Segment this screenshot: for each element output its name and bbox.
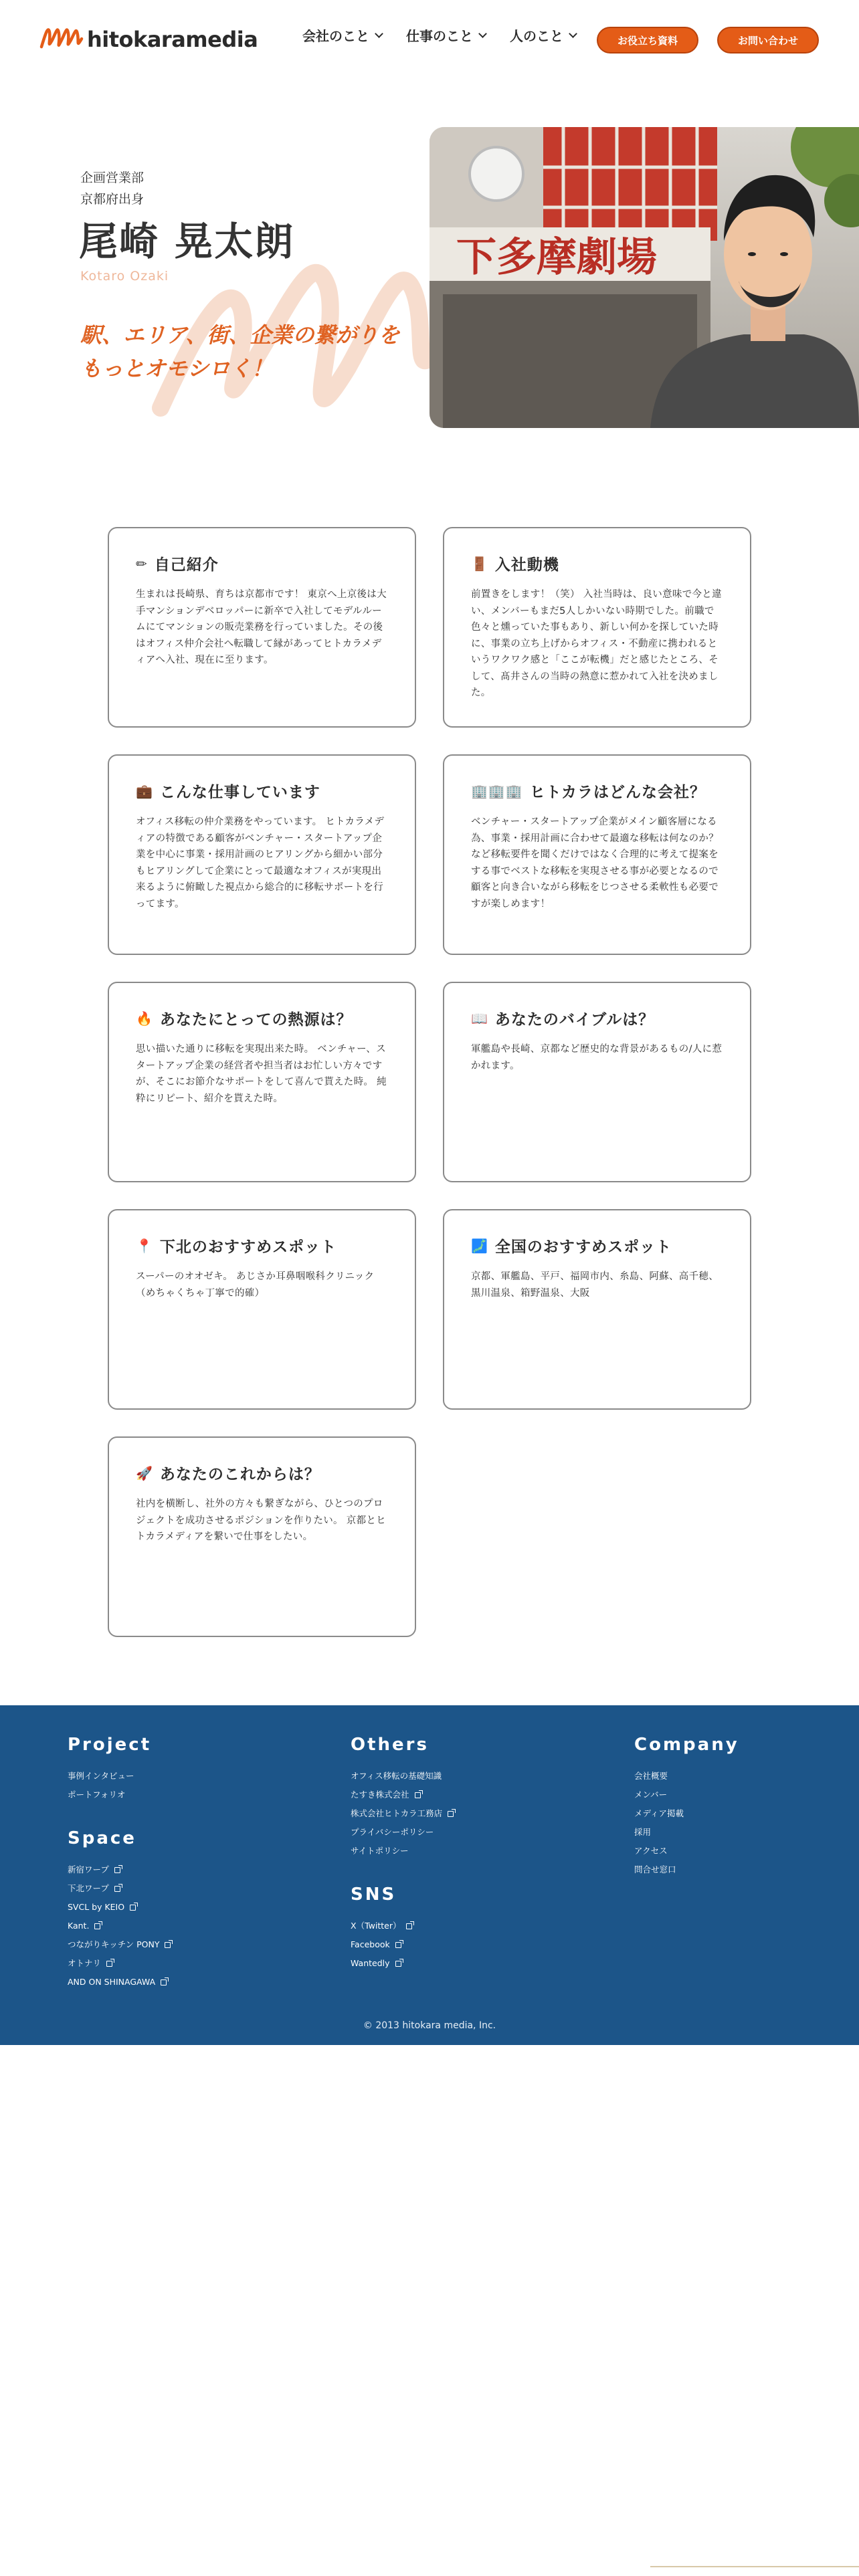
external-link-icon [130, 1905, 136, 1911]
card-title-text: あなたのバイブルは？ [494, 1011, 655, 1029]
footer-link[interactable]: サイトポリシー [351, 1846, 409, 1856]
card-title [471, 780, 723, 802]
external-link-icon [415, 1792, 421, 1798]
footer-link[interactable]: たすき株式会社 [351, 1786, 454, 1804]
footer-link[interactable]: メンバー [634, 1790, 668, 1800]
pencil-icon: ✏ [136, 555, 148, 572]
card-future [108, 1436, 416, 1637]
footer-link[interactable]: プライバシーポリシー [351, 1827, 434, 1837]
card-title-text: あなたのこれからは？ [159, 1466, 320, 1483]
card-body: 生まれは長崎県、育ちは京都市です！ 東京へ上京後は大手マンションデベロッパーに新卒で入社してモデルルームにてマンションの販売業務を行っていました。その後はオフィス仲介会社へ転職して縁があってヒトカラメディアへ入社、現在に至ります。 [136, 589, 387, 665]
map-icon: 🗾 [471, 1237, 488, 1254]
footer-link[interactable]: 新宿ワープ [68, 1860, 171, 1879]
card-bible [443, 982, 751, 1182]
card-join-motive [443, 527, 751, 728]
briefcase-icon: 💼 [136, 782, 153, 799]
card-title [136, 552, 388, 574]
card-title-text: 自己紹介 [154, 556, 219, 574]
portrait-illustration [430, 127, 859, 428]
footer-link[interactable]: 会社概要 [634, 1771, 668, 1781]
external-link-icon [114, 1867, 120, 1873]
pin-icon: 📍 [136, 1237, 153, 1254]
card-body: オフィス移転の仲介業務をやっています。 ヒトカラメディアの特徴である顧客がベンチャー・スタートアップ企業を中心に事業・採用計画のヒアリングから細かい部分もヒアリングして企業にとって最適なオフィスが実現出来るように俯瞰した視点から総合的に移転サポートを行ってます。 [136, 817, 385, 909]
footer-link[interactable]: X（Twitter） [351, 1917, 412, 1935]
main-nav [302, 25, 600, 45]
footer-link[interactable]: Kant. [68, 1917, 171, 1935]
footer-link[interactable]: オトナリ [68, 1954, 171, 1973]
nav-company[interactable] [302, 25, 382, 45]
card-shimokita-spot [108, 1209, 416, 1410]
footer-link[interactable]: アクセス [634, 1846, 668, 1856]
card-national-spot [443, 1209, 751, 1410]
card-body: 思い描いた通りに移転を実現出来た時。 ベンチャー、スタートアップ企業の経営者や担当者はお忙しい方々ですが、そこにお節介なサポートをして喜んで貰えた時。 純粋にリピート、紹介を貰えた時。 [136, 1044, 387, 1104]
card-self-intro [108, 527, 416, 728]
nav-company-label: 会社のこと [302, 28, 369, 44]
card-body: スーパーのオオゼキ。 あじさか耳鼻咽喉科クリニック（めちゃくちゃ丁寧で的確） [136, 1271, 375, 1299]
door-icon: 🚪 [471, 555, 488, 572]
external-link-icon [114, 1886, 120, 1892]
card-title-text: 入社動機 [494, 556, 559, 574]
hero-catchcopy: 駅、エリア、街、企業の繋がりをもっとオモシロく！ [80, 322, 400, 381]
nav-work-label: 仕事のこと [406, 28, 473, 44]
footer-link[interactable]: 株式会社ヒトカラ工務店 [351, 1804, 454, 1823]
resources-button[interactable]: お役立ち資料 [597, 27, 698, 53]
site-footer [0, 1705, 859, 2045]
footer-heading: Project [68, 1735, 152, 1755]
logo-squiggle-icon [39, 20, 86, 59]
hero-name-roman: Kotaro Ozaki [80, 269, 169, 284]
divider [650, 2566, 859, 2567]
footer-project [68, 1735, 151, 1804]
card-title-text: 全国のおすすめスポット [494, 1239, 672, 1256]
hero-photo [430, 127, 859, 428]
nav-people-label: 人のこと [510, 28, 563, 44]
card-company [443, 754, 751, 955]
external-link-icon [94, 1923, 100, 1929]
hero-hometown: 京都府出身 [80, 192, 145, 207]
chevron-down-icon [478, 29, 487, 38]
card-body: 前置きをします！（笑） 入社当時は、良い意味で今と違い、メンバーもまだ5人しかいない時期でした。前職で色々と燻っていた事もあり、新しい何かを探していた時に、事業の立ち上げからオフィス・不動産に携われるというワクワク感と「ここが転機」だと感じたところ、そして、髙井さんの当時の熱意に惹かれて入社を決めました。 [471, 589, 722, 698]
external-link-icon [106, 1961, 112, 1967]
footer-link[interactable]: Wantedly [351, 1954, 412, 1973]
footer-heading: Space [68, 1828, 136, 1848]
footer-sns [351, 1885, 412, 1973]
hero-department: 企画営業部 [80, 171, 145, 185]
buildings-icon: 🏢🏢🏢 [471, 782, 523, 799]
chevron-down-icon [569, 29, 577, 38]
footer-link[interactable]: 問合せ窓口 [634, 1864, 676, 1874]
footer-link[interactable]: AND ON SHINAGAWA [68, 1973, 171, 1992]
fire-icon: 🔥 [136, 1010, 153, 1027]
card-body: 社内を横断し、社外の方々も繋ぎながら、ひとつのプロジェクトを成功させるポジションを作りたい。 京都とヒトカラメディアを繋いで仕事をしたい。 [136, 1499, 386, 1542]
photo-sign-text: 下多摩劇場 [456, 234, 657, 281]
nav-people[interactable] [510, 25, 576, 45]
card-title [471, 552, 723, 574]
external-link-icon [395, 1961, 401, 1967]
external-link-icon [161, 1979, 167, 1985]
card-title-text: ヒトカラはどんな会社？ [529, 784, 706, 801]
footer-link[interactable]: Facebook [351, 1935, 412, 1954]
card-job [108, 754, 416, 955]
footer-heading: SNS [351, 1885, 397, 1905]
footer-heading: Others [351, 1735, 429, 1755]
hero-department-block [80, 167, 144, 210]
footer-others [351, 1735, 454, 1860]
card-title [471, 1007, 723, 1029]
footer-link[interactable]: メディア掲載 [634, 1808, 684, 1818]
card-body: ベンチャー・スタートアップ企業がメイン顧客層になる為、事業・採用計画に合わせて最適な移転は何なのか？など移転要件を聞くだけではなく合理的に考えて提案をする事でベストな移転を実現させる事が必要となるので顧客と向き合いながら移転をじつさせる柔軟性も必要ですが楽しめます！ [471, 817, 719, 909]
logo-text: hitokaramedia [87, 27, 258, 52]
card-title [136, 1235, 388, 1257]
card-title-text: あなたにとっての熱源は？ [159, 1011, 353, 1029]
copyright: © 2013 hitokara media, Inc. [363, 2020, 496, 2031]
footer-link[interactable]: SVCL by KEIO [68, 1898, 171, 1917]
footer-link[interactable]: 事例インタビュー [68, 1771, 134, 1781]
card-body: 京都、軍艦島、平戸、福岡市内、糸島、阿蘇、高千穂、黒川温泉、箱野温泉、大阪 [471, 1271, 719, 1299]
footer-space [68, 1828, 171, 1992]
site-logo[interactable] [39, 20, 258, 59]
external-link-icon [406, 1923, 412, 1929]
external-link-icon [165, 1942, 171, 1948]
card-title-text: こんな仕事しています [159, 784, 320, 801]
card-title [136, 1007, 388, 1029]
card-body: 軍艦島や長崎、京都など歴史的な背景があるもの/人に惹かれます。 [471, 1044, 723, 1071]
card-title [136, 1462, 388, 1484]
hero-name: 尾崎 晃太朗 [79, 219, 295, 264]
site-header [0, 0, 859, 80]
footer-link[interactable]: 下北ワープ [68, 1879, 171, 1898]
rocket-icon: 🚀 [136, 1465, 153, 1481]
card-title-text: 下北のおすすめスポット [159, 1239, 337, 1256]
footer-link[interactable]: ポートフォリオ [68, 1790, 126, 1800]
footer-heading: Company [634, 1735, 739, 1755]
chevron-down-icon [375, 29, 383, 38]
card-passion [108, 982, 416, 1182]
footer-link[interactable]: オフィス移転の基礎知識 [351, 1771, 442, 1781]
contact-button[interactable]: お問い合わせ [717, 27, 819, 53]
footer-link[interactable]: つながりキッチン PONY [68, 1935, 171, 1954]
card-title [136, 780, 388, 802]
book-icon: 📖 [471, 1010, 488, 1027]
footer-company [634, 1735, 739, 1879]
external-link-icon [395, 1942, 401, 1948]
footer-link[interactable]: 採用 [634, 1827, 652, 1837]
card-title [471, 1235, 723, 1257]
nav-work[interactable] [406, 25, 486, 45]
external-link-icon [448, 1811, 454, 1817]
